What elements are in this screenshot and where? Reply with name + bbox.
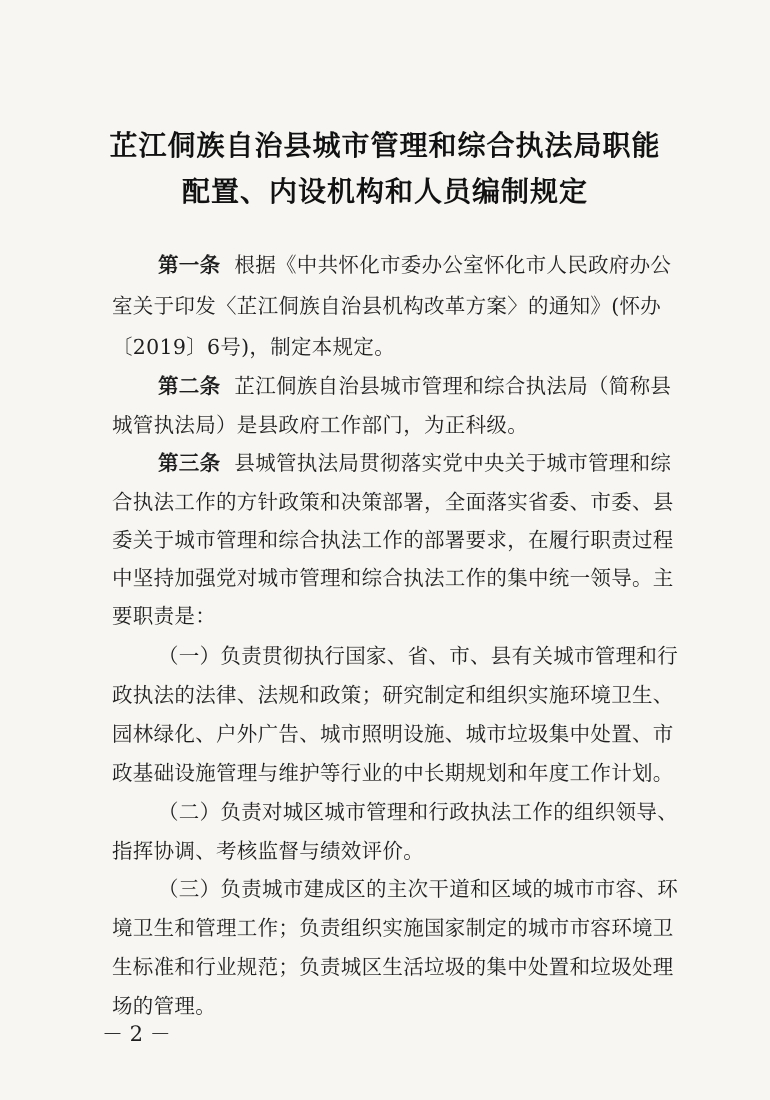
- article-3-line-4: 中坚持加强党对城市管理和综合执法工作的集中统一领导。主: [112, 566, 674, 590]
- duty-1-line-1: （一）负责贯彻执行国家、省、市、县有关城市管理和行: [158, 644, 678, 668]
- article-2-line-1: [158, 369, 671, 399]
- article-3-line-1: [158, 446, 671, 476]
- article-1-text: 根据《中共怀化市委办公室怀化市人民政府办公: [234, 253, 672, 277]
- document-title-line-1: 芷江侗族自治县城市管理和综合执法局职能: [109, 129, 661, 162]
- article-3-label: 第三条: [158, 451, 221, 475]
- article-3-line-3: 委关于城市管理和综合执法工作的部署要求，在履行职责过程: [112, 528, 674, 552]
- duty-3-line-1: （三）负责城市建成区的主次干道和区域的城市市容、环: [158, 877, 678, 901]
- duty-3-line-2: 境卫生和管理工作；负责组织实施国家制定的城市市容环境卫: [112, 916, 674, 940]
- page-number: － 2 －: [102, 1022, 171, 1046]
- duty-3-line-3: 生标准和行业规范；负责城区生活垃圾的集中处置和垃圾处理: [112, 955, 674, 979]
- duty-3-line-4: 场的管理。: [112, 994, 216, 1018]
- article-1-line-2: 室关于印发〈芷江侗族自治县机构改革方案〉的通知》(怀办: [112, 294, 662, 318]
- article-1-line-3: 〔2019〕6号)，制定本规定。: [112, 335, 396, 359]
- duty-1-line-3: 园林绿化、户外广告、城市照明设施、城市垃圾集中处置、市: [112, 722, 674, 746]
- article-2-text: 芷江侗族自治县城市管理和综合执法局（简称县: [234, 374, 672, 398]
- article-1-line-1: [158, 248, 671, 278]
- article-3-line-5: 要职责是：: [112, 604, 216, 628]
- duty-1-line-4: 政基础设施管理与维护等行业的中长期规划和年度工作计划。: [112, 761, 674, 785]
- duty-2-line-1: （二）负责对城区城市管理和行政执法工作的组织领导、: [158, 800, 678, 824]
- article-2-label: 第二条: [158, 374, 221, 398]
- article-3-text: 县城管执法局贯彻落实党中央关于城市管理和综: [234, 451, 672, 475]
- document-title-line-2: 配置、内设机构和人员编制规定: [181, 175, 588, 208]
- duty-2-line-2: 指挥协调、考核监督与绩效评价。: [112, 839, 424, 863]
- article-2-line-2: 城管执法局）是县政府工作部门，为正科级。: [112, 413, 528, 437]
- article-3-line-2: 合执法工作的方针政策和决策部署，全面落实省委、市委、县: [112, 490, 674, 514]
- article-1-label: 第一条: [158, 253, 221, 277]
- duty-1-line-2: 政执法的法律、法规和政策；研究制定和组织实施环境卫生、: [112, 683, 674, 707]
